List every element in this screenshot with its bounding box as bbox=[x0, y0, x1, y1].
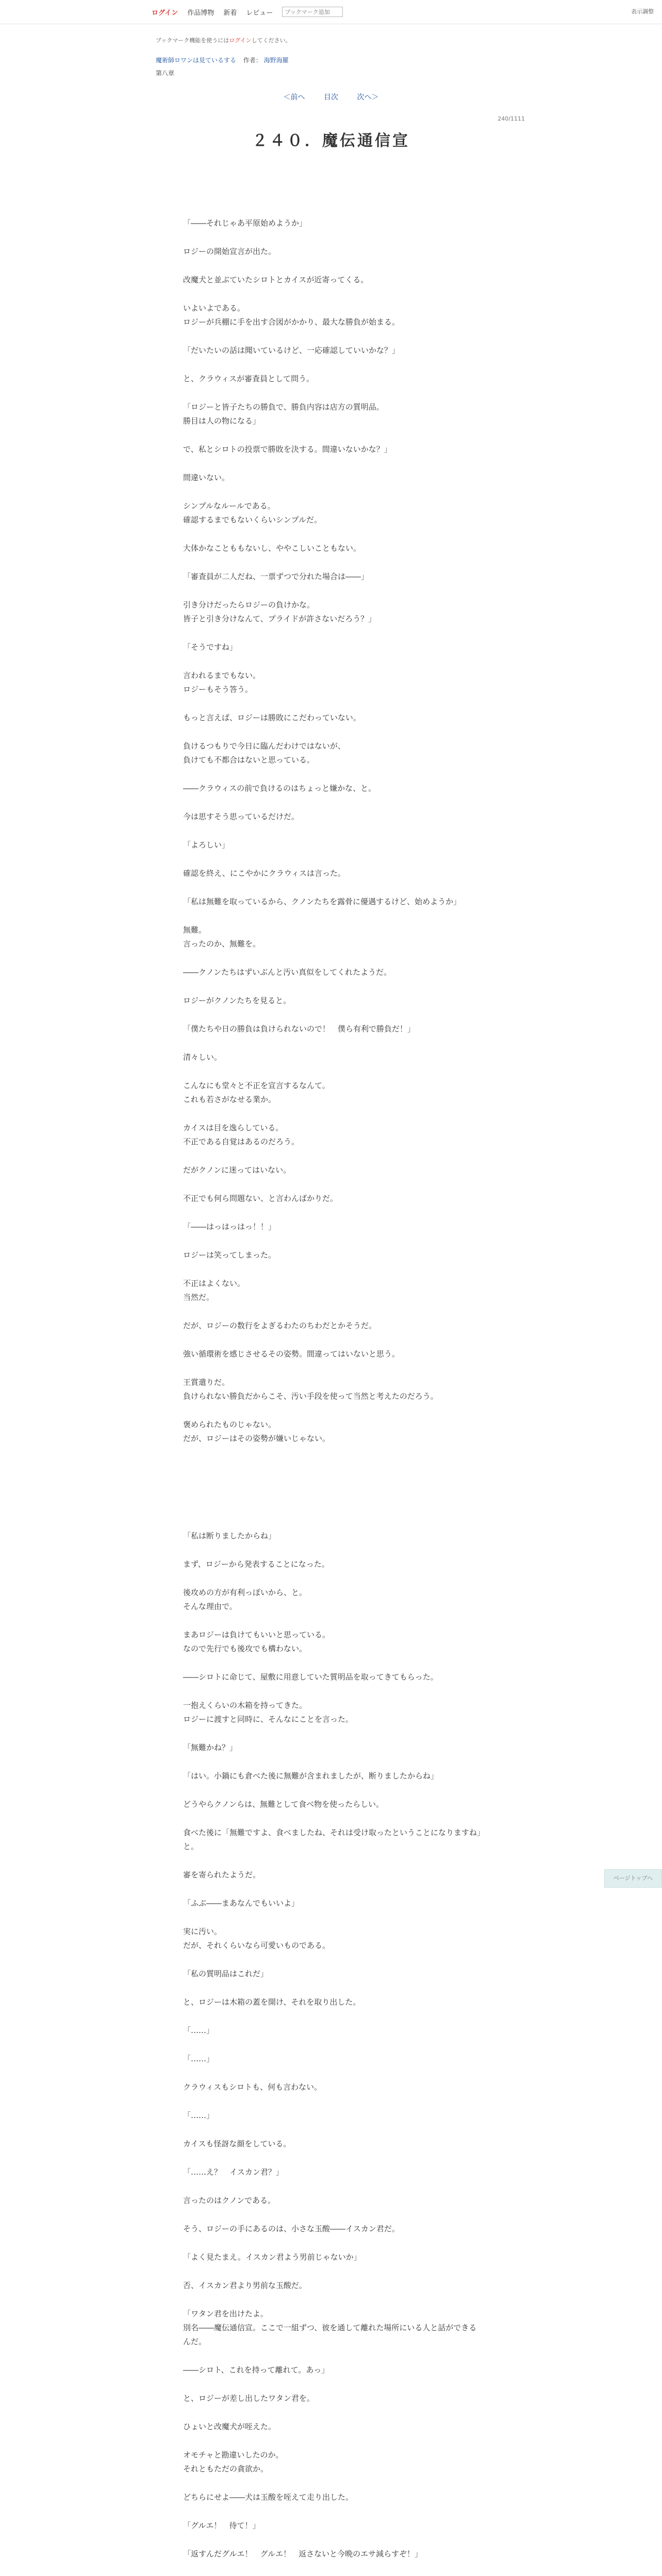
body-paragraph: 実に汚い。 bbox=[183, 1927, 222, 1936]
body-paragraph: それともただの貪欲か。 bbox=[183, 2464, 269, 2473]
body-paragraph: まあロジーは負けてもいいと思っている。 bbox=[183, 1630, 330, 1639]
body-paragraph: 「はい。小鍋にも倉べた後に無難が含まれましたが、断りましたからね」 bbox=[183, 1771, 439, 1781]
body-paragraph: 当然だ。 bbox=[183, 1293, 214, 1302]
body-paragraph: で、私とシロトの投票で勝敗を決する。間違いないかな？」 bbox=[183, 445, 392, 454]
body-paragraph: カイスも怪訝な顔をしている。 bbox=[183, 2139, 291, 2148]
author-link[interactable]: 海野海羅 bbox=[263, 57, 289, 64]
body-paragraph: ロジーに渡すと同時に、そんなにことを言った。 bbox=[183, 1715, 354, 1724]
body-paragraph: 間違いない。 bbox=[183, 473, 230, 482]
episode-number: 240/1111 bbox=[498, 115, 525, 122]
episode-title: ２４０．魔伝通信宣 bbox=[252, 132, 410, 150]
body-paragraph: 不正でも何ら問題ない、と言わんばかりだ。 bbox=[183, 1194, 338, 1203]
novel-header bbox=[156, 36, 517, 77]
body-paragraph: 「グルエ！ 待て！」 bbox=[183, 2521, 260, 2530]
login-link[interactable]: ログイン bbox=[152, 9, 178, 17]
body-paragraph: 「ロジーと皆子たちの勝負で、勝負内容は店方の質明品。 bbox=[183, 402, 384, 412]
body-paragraph: 「――はっはっはっ！！」 bbox=[183, 1222, 276, 1231]
bookmark-input[interactable] bbox=[282, 7, 343, 17]
body-paragraph: ロジーもそう答う。 bbox=[183, 685, 253, 694]
body-paragraph: 負けるつもりで今日に臨んだわけではないが、 bbox=[183, 741, 345, 751]
prev-link[interactable]: ＜前へ bbox=[283, 93, 305, 101]
body-paragraph: シンプルなルールである。 bbox=[183, 501, 275, 511]
display-settings-button[interactable]: 表示調整 bbox=[631, 8, 654, 15]
body-paragraph: 王賞遣りだ。 bbox=[183, 1378, 230, 1387]
body-paragraph: 「よろしい」 bbox=[183, 840, 230, 850]
body-paragraph: どうやらクノンらは、無難として食べ物を使ったらしい。 bbox=[183, 1800, 384, 1809]
menu-item-new[interactable]: 新着 bbox=[223, 9, 237, 17]
page-top-button[interactable]: ページトップへ bbox=[604, 1869, 662, 1888]
body-paragraph: だが、ロジーはその姿勢が嫌いじゃない。 bbox=[183, 1434, 330, 1443]
body-paragraph: 「返すんだグルエ！ グルエ！ 返さないと今晩のエサ減らすぞ！」 bbox=[183, 2549, 423, 2558]
body-paragraph: 不正である自覚はあるのだろう。 bbox=[183, 1137, 300, 1146]
body-paragraph: 確認を終え、にこやかにクラウィスは言った。 bbox=[183, 869, 346, 878]
body-paragraph: 後攻めの方が有利っぽいから、と。 bbox=[183, 1588, 307, 1597]
notice-text-end: してください。 bbox=[251, 37, 291, 44]
body-paragraph: 「そうですね」 bbox=[183, 642, 238, 652]
body-paragraph: 強い循環術を感じさせるその姿勢。間違ってはいないと思う。 bbox=[183, 1349, 400, 1359]
body-paragraph: 今は思すそう思っているだけだ。 bbox=[183, 812, 300, 821]
body-paragraph: 否、イスカン君より男前な玉酸だ。 bbox=[183, 2281, 307, 2290]
body-paragraph: 皆子と引き分けなんて、プライドが許さないだろう？」 bbox=[183, 614, 376, 623]
body-paragraph: 負けられない勝負だからこそ、汚い手段を使って当然と考えたのだろう。 bbox=[183, 1392, 438, 1401]
body-paragraph: なので先行でも後攻でも構わない。 bbox=[183, 1644, 307, 1653]
body-paragraph: ――シロト、これを持って離れて。あっ」 bbox=[183, 2365, 329, 2375]
body-paragraph: 「……」 bbox=[183, 2054, 214, 2063]
body-paragraph: ロジーが兵棚に手を出す合図がかかり、最大な勝負が始まる。 bbox=[183, 317, 400, 327]
body-paragraph: と、クラウィスが審査員として問う。 bbox=[183, 374, 315, 383]
body-paragraph: 勝目は人の物になる」 bbox=[183, 416, 261, 426]
author-label: 作者： bbox=[243, 57, 262, 64]
body-paragraph: だが、ロジーの数行をよぎるわたのちわだとかそうだ。 bbox=[183, 1321, 377, 1330]
body-paragraph: いよいよである。 bbox=[183, 303, 245, 313]
body-paragraph: 言ったのか、無難を。 bbox=[183, 939, 261, 948]
body-paragraph: ロジーがクノンたちを見ると。 bbox=[183, 996, 291, 1005]
series-line bbox=[156, 56, 517, 64]
menu-item-review[interactable]: レビュー bbox=[246, 9, 273, 17]
body-paragraph: ――クラウィスの前で負けるのはちょっと嫌かな、と。 bbox=[183, 784, 376, 793]
notice-text: ブックマーク機能を使うには bbox=[156, 37, 229, 44]
menu-item-works[interactable]: 作品博物 bbox=[187, 9, 214, 17]
body-paragraph: 言ったのはクノンである。 bbox=[183, 2196, 276, 2205]
series-title-link[interactable]: 魔術師ロワンは見ているする bbox=[156, 57, 237, 64]
notice-login-link[interactable]: ログイン bbox=[229, 37, 252, 44]
body-paragraph: 「……」 bbox=[183, 2111, 214, 2120]
body-paragraph: 言われるまでもない。 bbox=[183, 671, 261, 680]
body-paragraph: 大体かなことももないし、ややこしいこともない。 bbox=[183, 544, 361, 553]
body-paragraph: 「だいたいの話は聞いているけど、一応確認していいかな？」 bbox=[183, 346, 400, 355]
body-paragraph: 「審査員が二人だね、一票ずつで分れた場合は――」 bbox=[183, 572, 369, 581]
body-paragraph: ロジーの開始宣言が出た。 bbox=[183, 247, 276, 256]
body-paragraph: カイスは目を逸らしている。 bbox=[183, 1123, 284, 1132]
body-paragraph: 「ふぶ――まあなんでもいいよ」 bbox=[183, 1899, 300, 1908]
body-paragraph: これも若さがなせる業か。 bbox=[183, 1095, 276, 1104]
novel-body bbox=[183, 216, 482, 2576]
episode-nav bbox=[0, 92, 662, 102]
body-paragraph: こんなにも堂々と不正を宣言するなんて。 bbox=[183, 1081, 330, 1090]
body-paragraph: 負けても不都合はないと思っている。 bbox=[183, 755, 315, 765]
body-paragraph: 「僕たちや日の勝負は負けられないので！ 僕ら有利で勝負だ！」 bbox=[183, 1024, 416, 1033]
body-paragraph: ――クノンたちはずいぶんと汚い真似をしてくれたようだ。 bbox=[183, 968, 392, 977]
body-paragraph: 「私は断りましたからね」 bbox=[183, 1531, 276, 1540]
body-paragraph: 清々しい。 bbox=[183, 1053, 222, 1062]
body-paragraph: 「ワタン君を出けたよ。 bbox=[183, 2309, 268, 2318]
bookmark-notice bbox=[156, 36, 517, 44]
body-paragraph: と、ロジーは木箱の蓋を開け、それを取り出した。 bbox=[183, 1997, 361, 2007]
body-paragraph: 「私は無難を取っているから、クノンたちを露骨に優遇するけど、始めようか」 bbox=[183, 897, 461, 906]
body-paragraph: ひょいと改魔犬が咥えた。 bbox=[183, 2422, 276, 2431]
body-paragraph: 無難。 bbox=[183, 925, 207, 935]
body-paragraph: ――シロトに命じて、屋敷に用意していた質明品を取ってきてもらった。 bbox=[183, 1672, 438, 1682]
body-paragraph: 引き分けだったらロジーの負けかな。 bbox=[183, 600, 315, 609]
body-paragraph: クラウィスもシロトも、何も言わない。 bbox=[183, 2082, 322, 2092]
body-paragraph: 一抱えくらいの木箱を持ってきた。 bbox=[183, 1701, 307, 1710]
body-paragraph: 審を寄られたようだ。 bbox=[183, 1870, 261, 1879]
body-paragraph: どちらにせよ――犬は玉酸を咥えて走り出した。 bbox=[183, 2493, 354, 2502]
body-paragraph: そう、ロジーの手にあるのは、小さな玉酸――イスカン君だ。 bbox=[183, 2224, 400, 2233]
body-paragraph: 確認するまでもないくらいシンプルだ。 bbox=[183, 515, 322, 524]
body-paragraph: もっと言えば、ロジーは勝敗にこだわっていない。 bbox=[183, 713, 361, 722]
body-paragraph: 「……え？ イスカン君？」 bbox=[183, 2167, 284, 2177]
top-menu bbox=[152, 7, 343, 17]
body-paragraph: だが、それくらいなら可愛いものである。 bbox=[183, 1941, 330, 1950]
body-paragraph: オモチャと勘違いしたのか。 bbox=[183, 2450, 284, 2460]
body-paragraph: 不正はよくない。 bbox=[183, 1279, 245, 1288]
body-paragraph: 改魔犬と並ぶていたシロトとカイスが近寄ってくる。 bbox=[183, 275, 369, 284]
body-paragraph: そんな理由で。 bbox=[183, 1602, 237, 1611]
body-paragraph: 「よく見たまえ。イスカン君よう男前じゃないか」 bbox=[183, 2252, 361, 2262]
body-paragraph: だがクノンに迷ってはいない。 bbox=[183, 1165, 291, 1175]
body-paragraph: 食べた後に「無難ですよ、食べましたね、それは受け取ったということになりますね」と。 bbox=[183, 1828, 481, 1851]
next-link[interactable]: 次へ＞ bbox=[357, 93, 379, 101]
body-paragraph: と、ロジーが差し出したワタン君を。 bbox=[183, 2394, 315, 2403]
index-link[interactable]: 目次 bbox=[324, 93, 338, 101]
top-bar bbox=[0, 0, 662, 24]
body-paragraph: 「無難かね？」 bbox=[183, 1743, 238, 1752]
body-paragraph: まず、ロジーから発表することになった。 bbox=[183, 1560, 329, 1569]
body-paragraph: 「私の質明品はこれだ」 bbox=[183, 1969, 269, 1978]
body-paragraph: 褒められたものじゃない。 bbox=[183, 1420, 276, 1429]
body-paragraph: 「――それじゃあ平原始めようか」 bbox=[183, 218, 307, 228]
chapter-label: 第八章 bbox=[156, 70, 175, 77]
body-paragraph: 別名――魔伝通信宣。ここで一組ずつ、彼を通して離れた場所にいる人と話ができるんだ。 bbox=[183, 2323, 477, 2346]
body-paragraph: ロジーは笑ってしまった。 bbox=[183, 1250, 276, 1260]
body-paragraph: 「……」 bbox=[183, 2026, 214, 2035]
